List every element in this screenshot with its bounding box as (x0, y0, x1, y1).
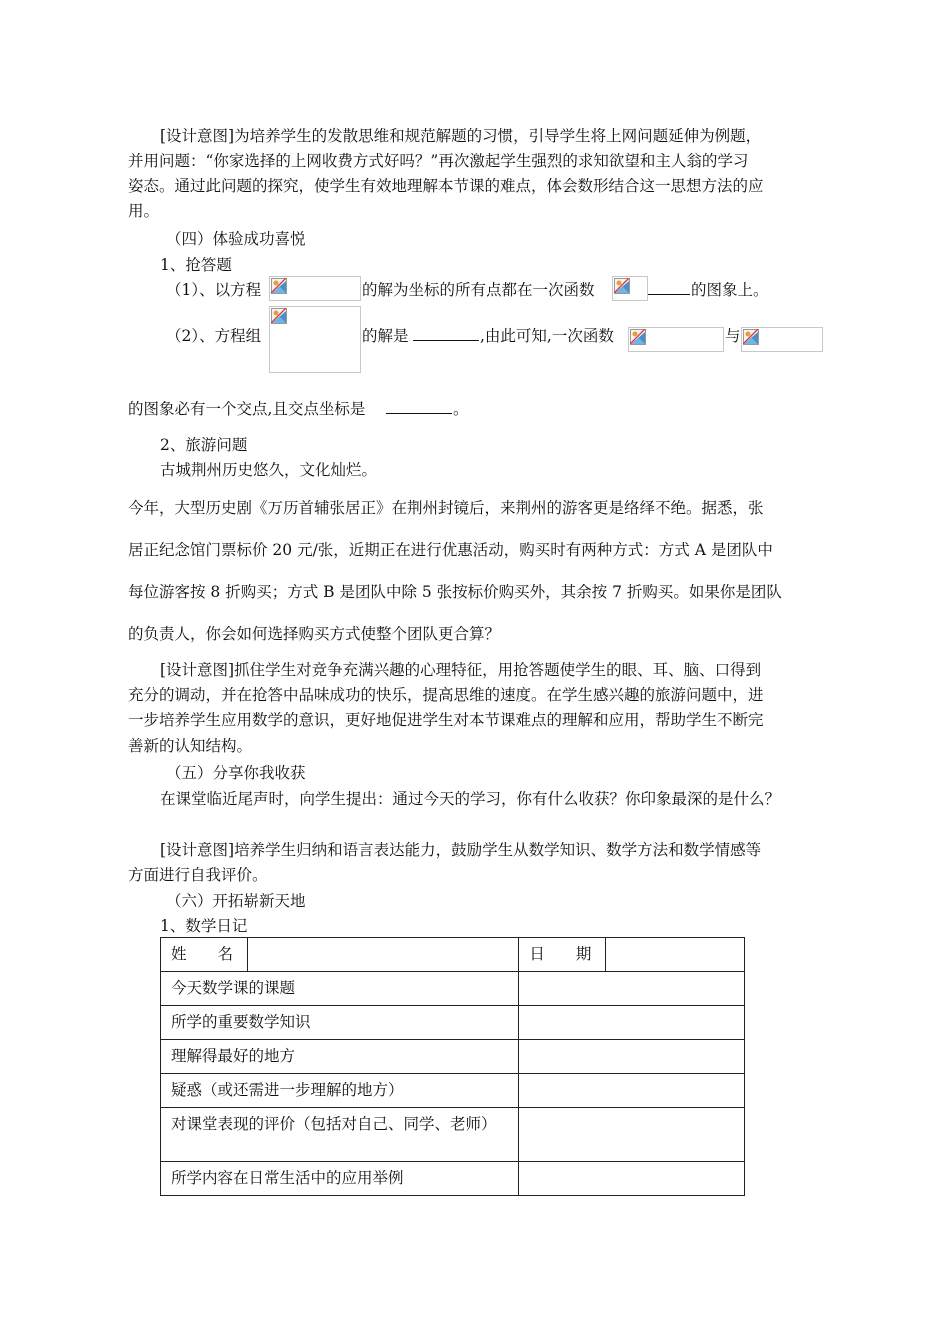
q1-blank-line (648, 279, 690, 301)
intent1-line3: 姿态。通过此问题的探究，使学生有效地理解本节课的难点，体会数形结合这一思想方法的应 (128, 177, 764, 195)
intent1-line1: [设计意图]为培养学生的发散思维和规范解题的习惯，引导学生将上网问题延伸为例题， (160, 127, 762, 145)
intent2-line2: 充分的调动，并在抢答中品味成功的快乐，提高思维的速度。在学生感兴趣的旅游问题中，进 (128, 686, 764, 704)
table-row (161, 1108, 745, 1162)
row-answer-field[interactable] (519, 1074, 745, 1108)
q1-text-a: （1）、以方程 (166, 281, 262, 299)
travel-line3: 居正纪念馆门票标价 20 元/张，近期正在进行优惠活动，购买时有两种方式：方式 A 是团队中 (128, 541, 773, 559)
row-answer-field[interactable] (519, 1006, 745, 1040)
q1-text-c: 的图象上。 (691, 281, 769, 299)
broken-image-icon (614, 278, 630, 294)
row-answer-field[interactable] (519, 1162, 745, 1196)
table-row (161, 1074, 745, 1108)
intent1-line4: 用。 (128, 202, 160, 220)
travel-line2: 今年，大型历史剧《万历首辅张居正》在荆州封镜后，来荆州的游客更是络绎不绝。据悉，张 (128, 499, 764, 517)
diary-title: 1、数学日记 (160, 917, 248, 935)
share-line1: 在课堂临近尾声时，向学生提出：通过今天的学习，你有什么收获？你印象最深的是什么？ (160, 790, 781, 808)
q2-text-a: （2）、方程组 (166, 327, 262, 345)
intent1-line2: 并用问题：“你家选择的上网收费方式好吗？”再次激起学生强烈的求知欲望和主人翁的学习 (128, 152, 749, 170)
intent2-line1: [设计意图]抓住学生对竞争充满兴趣的心理特征，用抢答题使学生的眼、耳、脑、口得到 (160, 661, 762, 679)
table-row (161, 1040, 745, 1074)
travel-line4: 每位游客按 8 折购买；方式 B 是团队中除 5 张按标价购买外，其余按 7 折购买。如果你是团队 (128, 583, 782, 601)
name-label: 姓 名 (161, 938, 248, 972)
section-6-heading: （六）开拓崭新天地 (166, 892, 306, 910)
broken-image-icon (271, 278, 287, 294)
row-label: 疑惑（或还需进一步理解的地方） (161, 1074, 519, 1108)
intent2-line4: 善新的认知结构。 (128, 737, 253, 755)
broken-image-icon (630, 329, 646, 345)
travel-title: 2、旅游问题 (160, 436, 248, 454)
broken-image-icon (743, 329, 759, 345)
equation-image (269, 276, 361, 301)
q2-text-b: 的解是 (362, 327, 409, 345)
q2-text-f: 。 (453, 400, 469, 418)
q2-text-d: 与 (725, 327, 741, 345)
q1-text-b: 的解为坐标的所有点都在一次函数 (362, 281, 595, 299)
q2-text-c: ,由此可知,一次函数 (480, 327, 614, 345)
q2-text-e: 的图象必有一个交点,且交点坐标是 (128, 400, 366, 418)
quiz-title: 1、抢答题 (160, 256, 232, 274)
q2-blank-2 (386, 398, 452, 420)
table-row (161, 1162, 745, 1196)
section-4-heading: （四）体验成功喜悦 (166, 230, 306, 248)
row-label: 所学的重要数学知识 (161, 1006, 519, 1040)
travel-line5: 的负责人，你会如何选择购买方式使整个团队更合算？ (128, 625, 501, 643)
date-field[interactable] (606, 938, 745, 972)
table-row (161, 972, 745, 1006)
row-answer-field[interactable] (519, 1108, 745, 1162)
row-answer-field[interactable] (519, 1040, 745, 1074)
intent3-line1: [设计意图]培养学生归纳和语言表达能力，鼓励学生从数学知识、数学方法和数学情感等 (160, 841, 762, 859)
row-answer-field[interactable] (519, 972, 745, 1006)
equation-system-image (269, 306, 361, 373)
table-row (161, 938, 745, 972)
math-diary-table (160, 937, 745, 1196)
row-label: 今天数学课的课题 (161, 972, 519, 1006)
date-label: 日 期 (519, 938, 606, 972)
row-label: 理解得最好的地方 (161, 1040, 519, 1074)
row-label: 所学内容在日常生活中的应用举例 (161, 1162, 519, 1196)
function-1-image (628, 327, 724, 352)
linear-function-image (612, 276, 648, 301)
section-5-heading: （五）分享你我收获 (166, 764, 306, 782)
intent3-line2: 方面进行自我评价。 (128, 866, 268, 884)
travel-line1: 古城荆州历史悠久，文化灿烂。 (160, 461, 378, 479)
row-label: 对课堂表现的评价（包括对自己、同学、老师） (161, 1108, 519, 1162)
intent2-line3: 一步培养学生应用数学的意识，更好地促进学生对本节课难点的理解和应用，帮助学生不断完 (128, 711, 764, 729)
q2-blank-1 (413, 325, 479, 347)
function-2-image (741, 327, 823, 352)
broken-image-icon (271, 308, 287, 324)
table-row (161, 1006, 745, 1040)
name-field[interactable] (247, 938, 518, 972)
